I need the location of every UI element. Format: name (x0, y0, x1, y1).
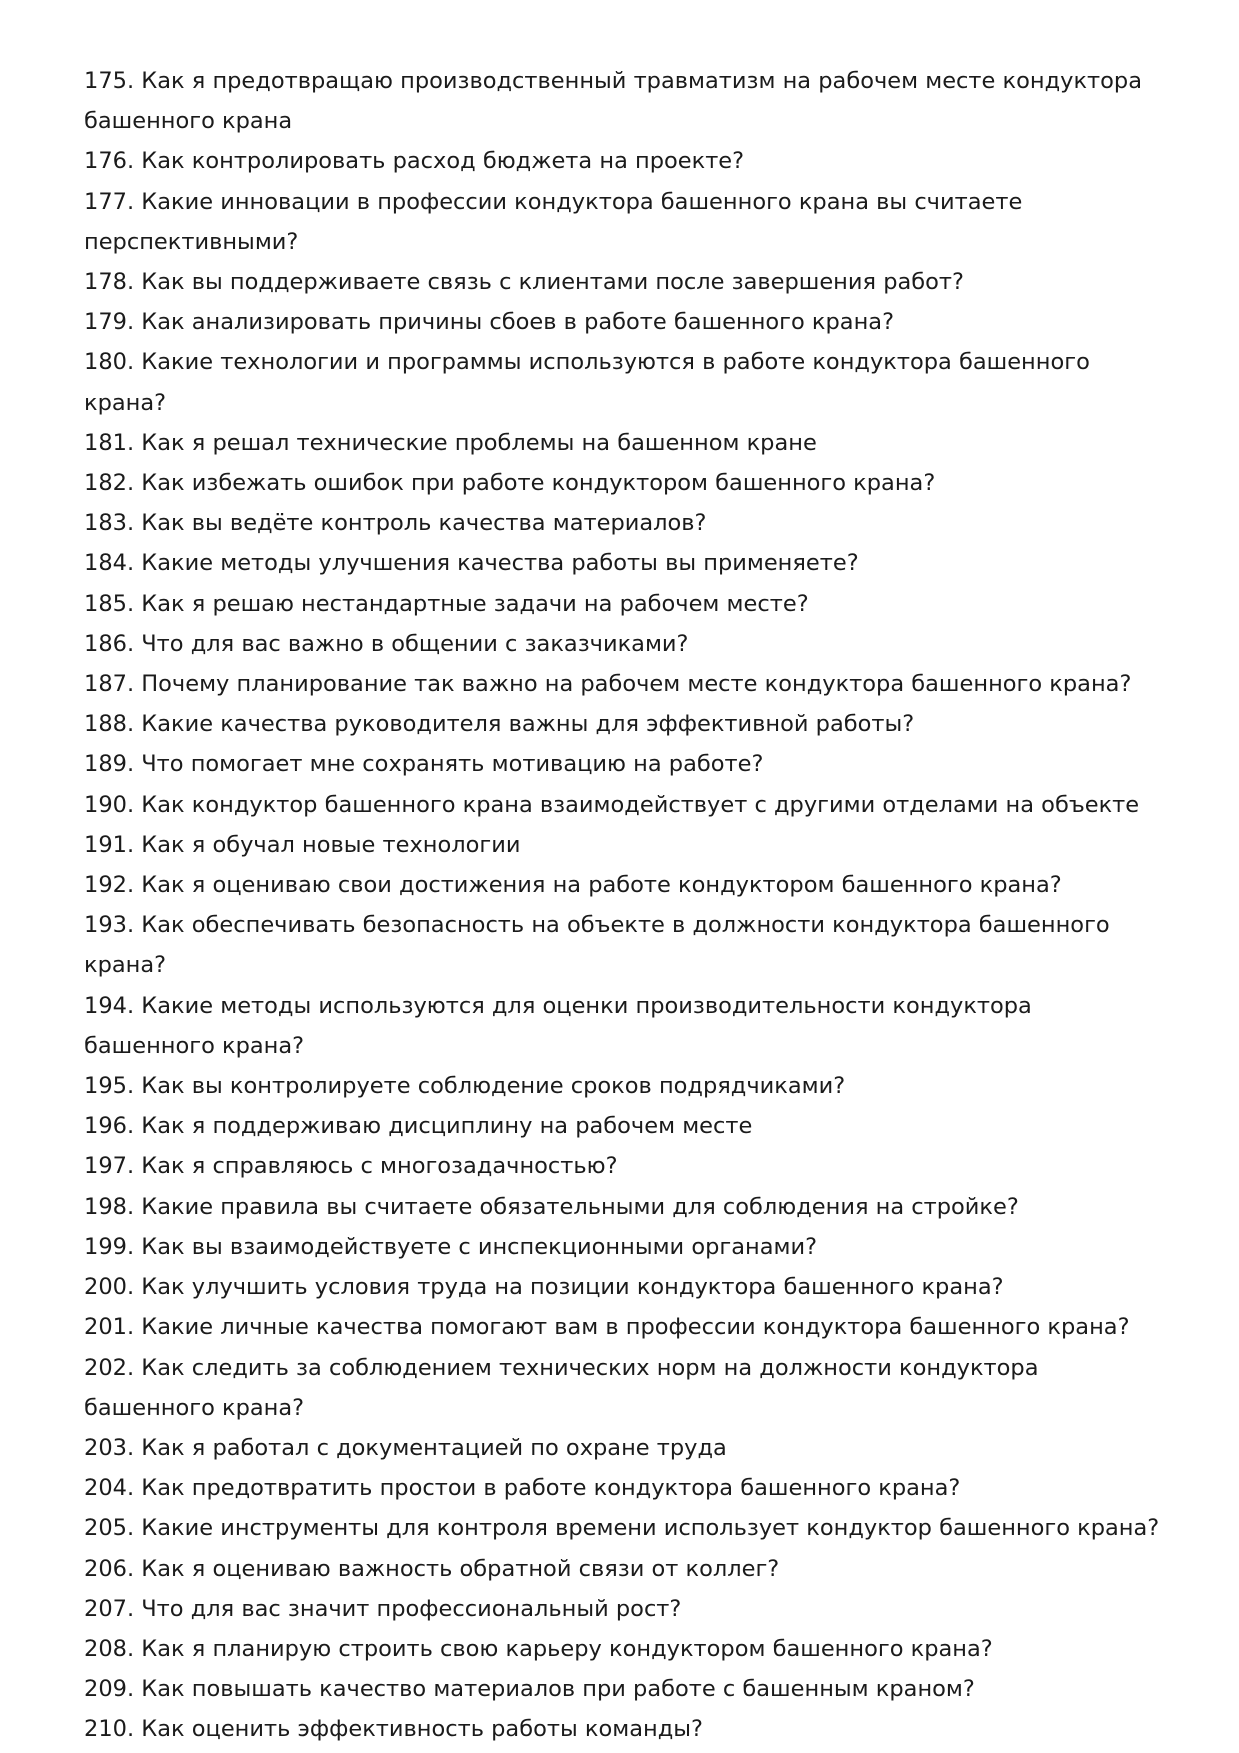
list-item: 189. Что помогает мне сохранять мотивацию на работе? (84, 751, 764, 778)
list-item: 195. Как вы контролируете соблюдение сроков подрядчиками? (84, 1073, 846, 1100)
list-item: 205. Какие инструменты для контроля времени использует кондуктор башенного крана? (84, 1515, 1160, 1542)
list-item: 197. Как я справляюсь с многозадачностью? (84, 1153, 618, 1180)
list-item: 191. Как я обучал новые технологии (84, 831, 521, 858)
list-item: 190. Как кондуктор башенного крана взаимодействует с другими отделами на объекте (84, 791, 1140, 818)
list-item: 182. Как избежать ошибок при работе кондуктором башенного крана? (84, 470, 936, 497)
list-item: 185. Как я решаю нестандартные задачи на рабочем месте? (84, 590, 809, 617)
list-item: 181. Как я решал технические проблемы на башенном кране (84, 429, 817, 456)
question-list (84, 61, 1164, 1750)
list-item: 202. Как следить за соблюдением технических норм на должности кондуктора башенного крана? (84, 1354, 1039, 1421)
list-item: 203. Как я работал с документацией по охране труда (84, 1434, 727, 1461)
list-item: 198. Какие правила вы считаете обязательными для соблюдения на стройке? (84, 1193, 1019, 1220)
list-item: 194. Какие методы используются для оценки производительности кондуктора башенного крана? (84, 992, 1032, 1059)
list-item: 207. Что для вас значит профессиональный рост? (84, 1595, 682, 1622)
list-item: 186. Что для вас важно в общении с заказчиками? (84, 630, 689, 657)
list-item: 208. Как я планирую строить свою карьеру кондуктором башенного крана? (84, 1635, 993, 1662)
list-item: 192. Как я оцениваю свои достижения на работе кондуктором башенного крана? (84, 872, 1062, 899)
list-item: 201. Какие личные качества помогают вам в профессии кондуктора башенного крана? (84, 1314, 1130, 1341)
list-item: 177. Какие инновации в профессии кондуктора башенного крана вы считаете перспективными? (84, 188, 1023, 255)
list-item: 178. Как вы поддерживаете связь с клиентами после завершения работ? (84, 269, 964, 296)
list-item: 200. Как улучшить условия труда на позиции кондуктора башенного крана? (84, 1274, 1004, 1301)
list-item: 176. Как контролировать расход бюджета на проекте? (84, 148, 745, 175)
list-item: 187. Почему планирование так важно на рабочем месте кондуктора башенного крана? (84, 671, 1132, 698)
list-item: 204. Как предотвратить простои в работе кондуктора башенного крана? (84, 1475, 961, 1502)
list-item: 206. Как я оцениваю важность обратной связи от коллег? (84, 1555, 780, 1582)
list-item: 196. Как я поддерживаю дисциплину на рабочем месте (84, 1113, 753, 1140)
list-item: 193. Как обеспечивать безопасность на объекте в должности кондуктора башенного крана? (84, 912, 1110, 979)
list-item: 184. Какие методы улучшения качества работы вы применяете? (84, 550, 859, 577)
list-item: 180. Какие технологии и программы используются в работе кондуктора башенного крана? (84, 349, 1090, 416)
list-item: 183. Как вы ведёте контроль качества материалов? (84, 510, 707, 537)
list-item: 199. Как вы взаимодействуете с инспекционными органами? (84, 1233, 818, 1260)
list-item: 210. Как оценить эффективность работы команды? (84, 1716, 703, 1743)
list-item: 188. Какие качества руководителя важны для эффективной работы? (84, 711, 915, 738)
list-item: 175. Как я предотвращаю производственный травматизм на рабочем месте кондуктора башенного крана (84, 68, 1142, 135)
list-item: 209. Как повышать качество материалов при работе с башенным краном? (84, 1676, 975, 1703)
list-item: 179. Как анализировать причины сбоев в работе башенного крана? (84, 309, 895, 336)
